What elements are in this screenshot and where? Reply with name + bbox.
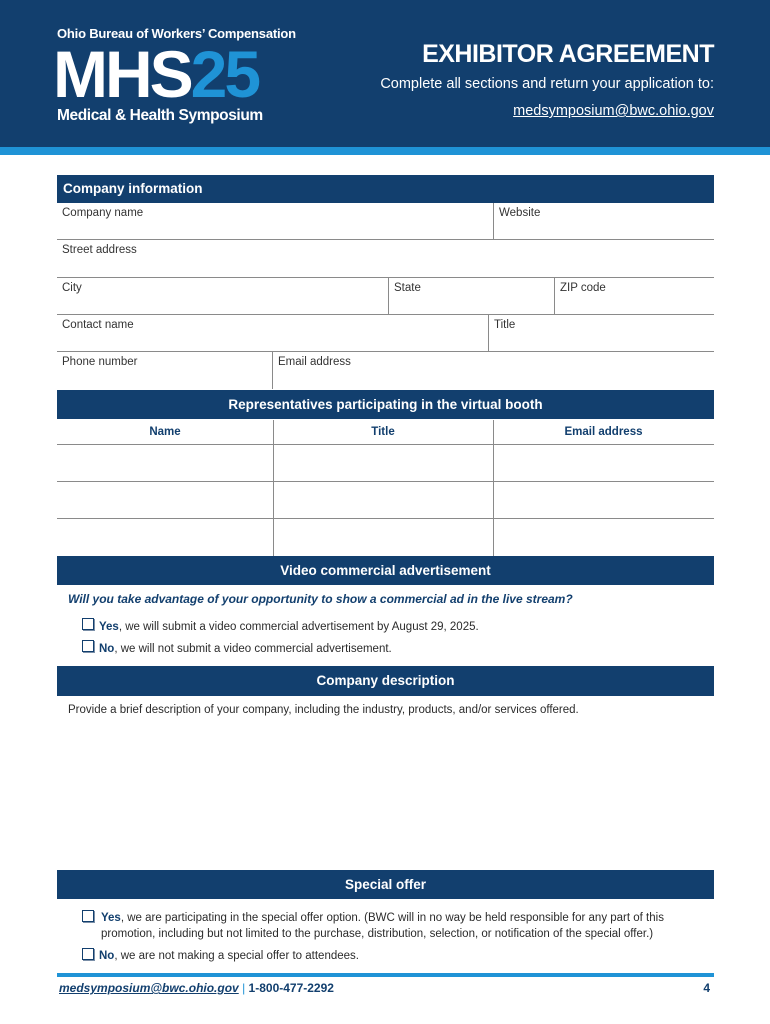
footer-email-link[interactable]: medsymposium@bwc.ohio.gov [59, 981, 239, 995]
section-company-information: Company information [57, 175, 714, 203]
phone-number-label: Phone number [62, 356, 138, 368]
symposium-name: Medical & Health Symposium [57, 107, 263, 124]
state-field[interactable] [389, 278, 555, 315]
state-label: State [394, 282, 421, 294]
video-no-option [99, 641, 392, 657]
video-no-label: No [99, 643, 115, 655]
section-company-description: Company description [57, 666, 714, 696]
logo-letters: MHS [53, 37, 191, 111]
contact-name-label: Contact name [62, 319, 134, 331]
rep-1-email-cell[interactable] [493, 445, 714, 482]
logo-number: 25 [190, 37, 259, 111]
reps-header-title: Title [273, 420, 493, 445]
video-no-checkbox[interactable] [82, 640, 94, 652]
footer-rule [57, 973, 714, 977]
rep-2-name-cell[interactable] [57, 482, 273, 519]
organization-name: Ohio Bureau of Workers’ Compensation [57, 26, 296, 41]
reps-header-name: Name [57, 420, 273, 445]
reps-header-email: Email address [493, 420, 714, 445]
website-field[interactable] [494, 203, 714, 240]
page-header [0, 0, 770, 147]
mhs25-logo [53, 38, 258, 110]
rep-3-email-cell[interactable] [493, 519, 714, 556]
company-description-input-area[interactable] [57, 722, 714, 862]
footer-separator: | [242, 981, 246, 995]
rep-2-title-cell[interactable] [273, 482, 493, 519]
rep-1-name-cell[interactable] [57, 445, 273, 482]
zip-code-field[interactable] [555, 278, 714, 315]
company-name-label: Company name [62, 207, 144, 219]
video-yes-option [99, 619, 479, 635]
phone-number-field[interactable] [57, 352, 273, 389]
return-instructions: Complete all sections and return your application to: [380, 76, 714, 92]
contact-title-field[interactable] [489, 315, 714, 352]
city-label: City [62, 282, 82, 294]
rep-3-name-cell[interactable] [57, 519, 273, 556]
rep-3-title-cell[interactable] [273, 519, 493, 556]
video-no-text: , we will not submit a video commercial advertisement. [114, 643, 392, 655]
rep-2-email-cell[interactable] [493, 482, 714, 519]
street-address-field[interactable] [57, 240, 714, 278]
section-representatives: Representatives participating in the virtual booth [57, 390, 714, 419]
reps-column-divider [493, 420, 494, 556]
contact-name-field[interactable] [57, 315, 489, 352]
special-yes-label: Yes [101, 912, 121, 924]
special-yes-checkbox[interactable] [82, 910, 94, 922]
video-yes-label: Yes [99, 621, 119, 633]
special-no-option [99, 948, 359, 964]
special-yes-option [101, 910, 701, 942]
section-video-commercial: Video commercial advertisement [57, 556, 714, 585]
rep-1-title-cell[interactable] [273, 445, 493, 482]
company-description-prompt: Provide a brief description of your company, including the industry, products, and/or services offered. [68, 704, 579, 716]
reps-column-divider [273, 420, 274, 556]
header-email-link[interactable]: medsymposium@bwc.ohio.gov [513, 103, 714, 119]
video-yes-checkbox[interactable] [82, 618, 94, 630]
special-no-text: , we are not making a special offer to attendees. [114, 950, 359, 962]
page-number: 4 [703, 981, 710, 995]
contact-title-label: Title [494, 319, 516, 331]
video-question: Will you take advantage of your opportunity to show a commercial ad in the live stream? [68, 592, 573, 606]
city-field[interactable] [57, 278, 389, 315]
page-title: EXHIBITOR AGREEMENT [422, 40, 714, 68]
street-address-label: Street address [62, 244, 137, 256]
special-yes-text: , we are participating in the special offer option. (BWC will in no way be held responsible for any part of this promotion, including but not limited to the purchase, distribution, selection, or notification of the special offer.) [101, 912, 664, 940]
special-no-label: No [99, 950, 115, 962]
email-address-field[interactable] [273, 352, 714, 389]
section-special-offer: Special offer [57, 870, 714, 899]
footer-contact [59, 981, 334, 995]
video-yes-text: , we will submit a video commercial advertisement by August 29, 2025. [118, 621, 479, 633]
email-address-label: Email address [278, 356, 351, 368]
zip-code-label: ZIP code [560, 282, 606, 294]
header-stripe [0, 147, 770, 155]
company-name-field[interactable] [57, 203, 494, 240]
website-label: Website [499, 207, 541, 219]
footer-phone: 1-800-477-2292 [248, 981, 334, 995]
special-no-checkbox[interactable] [82, 948, 94, 960]
